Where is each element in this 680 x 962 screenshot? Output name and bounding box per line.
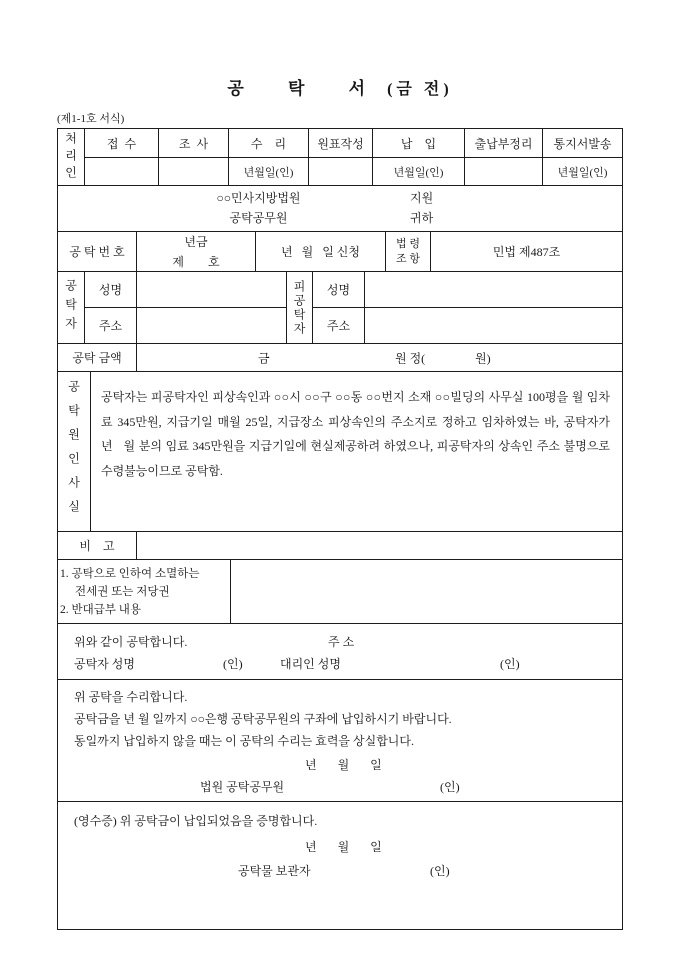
law-clause-label-line1: 법 령 bbox=[395, 237, 420, 250]
remarks-section bbox=[58, 531, 622, 559]
processing-stamp-payment: 년월일(인) bbox=[372, 157, 464, 185]
rights-item1-line1: 1. 공탁으로 인하여 소멸하는 bbox=[60, 568, 200, 580]
depositor-name-value bbox=[137, 272, 286, 307]
deposit-number-year-line: 년금 bbox=[184, 235, 208, 250]
depositor-name-label: 성명 bbox=[98, 283, 123, 297]
remarks-label: 비 고 bbox=[79, 539, 115, 553]
declaration-agent-seal: (인) bbox=[500, 657, 520, 671]
title-suffix: (금 전) bbox=[387, 81, 453, 98]
amount-won-label: 원 정( bbox=[395, 351, 426, 365]
rights-section bbox=[58, 559, 622, 623]
acceptance-line1: 위 공탁을 수리합니다. bbox=[74, 690, 188, 704]
amount-section bbox=[58, 343, 622, 371]
declaration-section bbox=[58, 623, 622, 679]
court-name-row bbox=[58, 189, 622, 209]
cause-label: 공탁원인사실 bbox=[66, 379, 81, 524]
depositor-field-labels bbox=[84, 272, 136, 343]
rights-item2: 2. 반대급부 내용 bbox=[60, 603, 142, 616]
deposit-number-label: 공 탁 번 호 bbox=[69, 245, 125, 259]
amount-won-close: 원) bbox=[475, 351, 491, 365]
amount-value bbox=[136, 344, 622, 371]
law-clause-label-line2: 조 항 bbox=[395, 252, 420, 265]
processing-section bbox=[58, 129, 622, 185]
processing-header-payment: 납 입 bbox=[372, 129, 464, 157]
depositor-address-label: 주소 bbox=[85, 307, 136, 343]
processing-grid bbox=[84, 129, 622, 185]
acceptance-officer-label: 법원 공탁공무원 bbox=[200, 780, 285, 794]
declaration-statement: 위와 같이 공탁합니다. bbox=[74, 635, 188, 649]
amount-label: 공탁 금액 bbox=[72, 351, 122, 365]
title-text: 공 탁 서 bbox=[227, 79, 386, 98]
processing-header-record-creation: 원표작성 bbox=[308, 129, 372, 157]
court-officer: 공탁공무원 bbox=[229, 211, 288, 225]
receipt-custodian-label: 공탁물 보관자 bbox=[238, 864, 311, 878]
court-branch: 지원 bbox=[410, 191, 434, 205]
receipt-section bbox=[58, 801, 622, 929]
rights-value-area bbox=[230, 560, 622, 623]
receipt-custodian-seal: (인) bbox=[430, 864, 450, 878]
court-honorific: 귀하 bbox=[410, 211, 434, 225]
processing-row-label: 처리인 bbox=[63, 131, 78, 183]
depositee-name-label: 성명 bbox=[326, 283, 351, 297]
depositor-label: 공탁자 bbox=[63, 279, 78, 336]
depositee-field-labels bbox=[312, 272, 364, 343]
form-number: (제1-1호 서식) bbox=[57, 113, 125, 125]
processing-stamp-review bbox=[158, 157, 228, 185]
court-section bbox=[58, 185, 622, 231]
processing-stamp-notice-dispatch: 년월일(인) bbox=[542, 157, 622, 185]
law-clause-label bbox=[385, 232, 430, 271]
rights-item1-line2: 전세권 또는 저당권 bbox=[75, 585, 170, 598]
depositor-address-value bbox=[137, 307, 286, 343]
deposit-number-no-line: 제 호 bbox=[172, 254, 220, 269]
receipt-line1: (영수증) 위 공탁금이 납입되었음을 증명합니다. bbox=[74, 814, 318, 828]
declaration-row2 bbox=[58, 655, 622, 677]
acceptance-date-line: 년 월 일 bbox=[305, 758, 382, 772]
declaration-address-label: 주 소 bbox=[328, 635, 355, 649]
processing-stamp-acceptance: 년월일(인) bbox=[228, 157, 308, 185]
processing-header-notice-dispatch: 통지서발송 bbox=[542, 129, 622, 157]
remarks-value bbox=[136, 532, 622, 559]
processing-header-reception: 접 수 bbox=[84, 129, 158, 157]
amount-currency-prefix: 금 bbox=[258, 351, 270, 365]
acceptance-line3: 동일까지 납입하지 않을 때는 이 공탁의 수리는 효력을 상실합니다. bbox=[74, 734, 414, 748]
parties-section bbox=[58, 271, 622, 343]
acceptance-line2: 공탁금을 년 월 일까지 ○○은행 공탁공무원의 구좌에 납입하시기 바랍니다. bbox=[74, 712, 452, 726]
declaration-depositor-seal: (인) bbox=[223, 657, 243, 671]
processing-stamp-record-creation bbox=[308, 157, 372, 185]
form-table bbox=[57, 128, 623, 930]
deposit-number-value bbox=[136, 232, 255, 271]
acceptance-section bbox=[58, 679, 622, 801]
application-date: 년 월 일 신청 bbox=[255, 232, 385, 271]
page-title bbox=[0, 74, 680, 99]
processing-header-ledger: 출납부정리 bbox=[464, 129, 542, 157]
acceptance-officer-seal: (인) bbox=[440, 780, 460, 794]
depositee-label: 피공탁자 bbox=[286, 272, 312, 343]
declaration-row1 bbox=[58, 633, 622, 655]
depositee-field-values bbox=[364, 272, 622, 343]
processing-stamp-ledger bbox=[464, 157, 542, 185]
depositee-address-value bbox=[365, 307, 622, 343]
depositee-address-label: 주소 bbox=[313, 307, 364, 343]
rights-list bbox=[58, 560, 230, 623]
declaration-depositor-name-label: 공탁자 성명 bbox=[74, 657, 135, 671]
declaration-agent-name-label: 대리인 성명 bbox=[280, 657, 341, 671]
cause-section bbox=[58, 371, 622, 531]
processing-header-acceptance: 수 리 bbox=[228, 129, 308, 157]
processing-header-review: 조 사 bbox=[158, 129, 228, 157]
law-clause-value: 민법 제487조 bbox=[430, 232, 622, 271]
depositee-name-value bbox=[365, 272, 622, 307]
court-name: ○○민사지방법원 bbox=[216, 191, 301, 205]
court-officer-row bbox=[58, 209, 622, 229]
deposit-number-section bbox=[58, 231, 622, 271]
receipt-date-line: 년 월 일 bbox=[305, 840, 382, 854]
processing-stamp-reception bbox=[84, 157, 158, 185]
cause-text: 공탁자는 피공탁자인 피상속인과 ○○시 ○○구 ○○동 ○○번지 소재 ○○빌딩의 사무실 100평을 월 임차료 345만원, 지급기일 매월 25일, 지급장소 피상속인의 주소지로 정하고 임차하였는 바, 공탁자가 년 월 분의 임료 345만원을 지급기일에 현실제공하려 하였으나, 피공탁자의 상속인 주소 불명으로 수령불능이므로 공탁함. bbox=[90, 372, 622, 531]
depositor-field-values bbox=[136, 272, 286, 343]
